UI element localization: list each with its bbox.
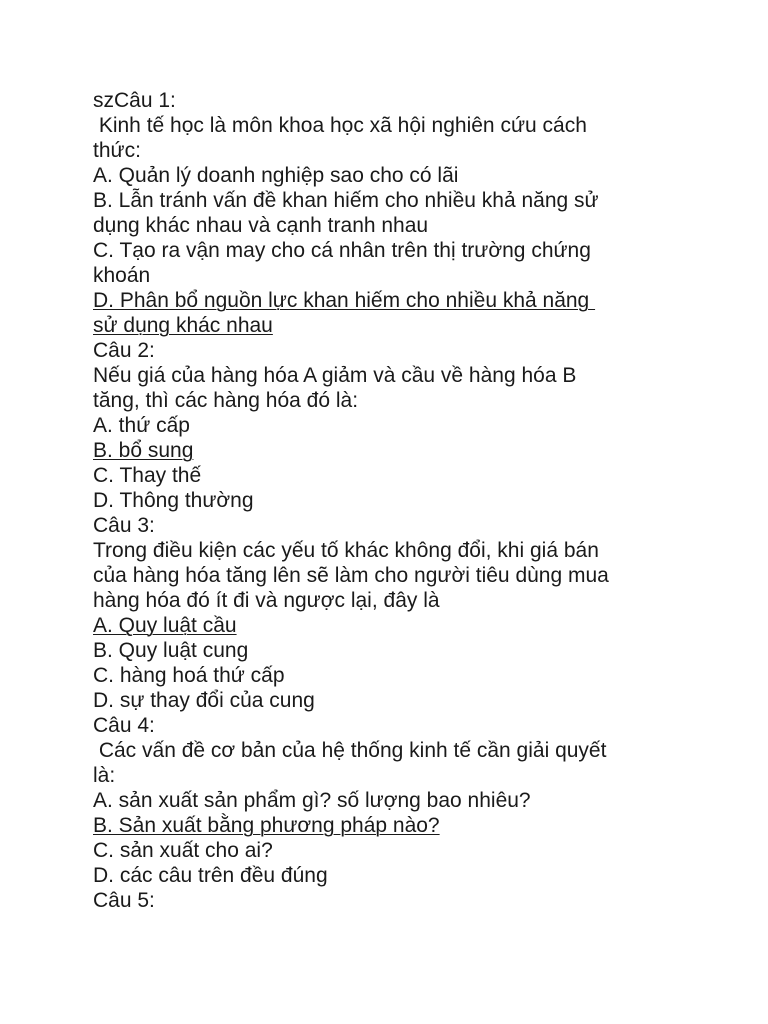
question-2-option-c: C. Thay thế	[93, 464, 202, 487]
document-page	[93, 88, 693, 913]
question-3-text-line-2: của hàng hóa tăng lên sẽ làm cho người tiêu dùng mua	[93, 564, 609, 587]
question-1-text-line-1: Kinh tế học là môn khoa học xã hội nghiên cứu cách	[93, 114, 587, 137]
question-2-heading: Câu 2:	[93, 339, 155, 362]
question-3-option-d: D. sự thay đổi của cung	[93, 689, 315, 712]
question-4-option-a: A. sản xuất sản phẩm gì? số lượng bao nhiêu?	[93, 789, 531, 812]
question-1-option-d-line-2: sử dụng khác nhau	[93, 314, 273, 337]
question-2-option-b: B. bổ sung	[93, 439, 194, 462]
question-3-option-c: C. hàng hoá thứ cấp	[93, 664, 285, 687]
question-4-text-line-1: Các vấn đề cơ bản của hệ thống kinh tế cần giải quyết	[93, 739, 607, 762]
question-3-text-line-3: hàng hóa đó ít đi và ngược lại, đây là	[93, 589, 440, 612]
question-2-option-d: D. Thông thường	[93, 489, 254, 512]
question-5-heading: Câu 5:	[93, 889, 155, 912]
question-3-option-b: B. Quy luật cung	[93, 639, 249, 662]
question-1-option-c-line-2: khoán	[93, 264, 151, 287]
question-3-option-a: A. Quy luật cầu	[93, 614, 237, 637]
question-1-option-d-line-1: D. Phân bổ nguồn lực khan hiếm cho nhiều khả năng	[93, 289, 596, 312]
question-4-text-line-2: là:	[93, 764, 116, 787]
question-4-heading: Câu 4:	[93, 714, 155, 737]
question-2-text-line-2: tăng, thì các hàng hóa đó là:	[93, 389, 359, 412]
question-3-text-line-1: Trong điều kiện các yếu tố khác không đổi, khi giá bán	[93, 539, 599, 562]
question-1-text-line-2: thức:	[93, 139, 141, 162]
question-2-text-line-1: Nếu giá của hàng hóa A giảm và cầu về hàng hóa B	[93, 364, 577, 387]
question-4-option-d: D. các câu trên đều đúng	[93, 864, 328, 887]
question-1-option-b-line-1: B. Lẫn tránh vấn đề khan hiếm cho nhiều khả năng sử	[93, 189, 599, 212]
question-2-option-a: A. thứ cấp	[93, 414, 190, 437]
question-1-heading: szCâu 1:	[93, 89, 176, 112]
question-3-heading: Câu 3:	[93, 514, 155, 537]
question-1-option-b-line-2: dụng khác nhau và cạnh tranh nhau	[93, 214, 429, 237]
question-1-option-c-line-1: C. Tạo ra vận may cho cá nhân trên thị trường chứng	[93, 239, 591, 262]
question-4-option-b: B. Sản xuất bằng phương pháp nào?	[93, 814, 440, 837]
question-4-option-c: C. sản xuất cho ai?	[93, 839, 273, 862]
question-1-option-a: A. Quản lý doanh nghiệp sao cho có lãi	[93, 164, 459, 187]
